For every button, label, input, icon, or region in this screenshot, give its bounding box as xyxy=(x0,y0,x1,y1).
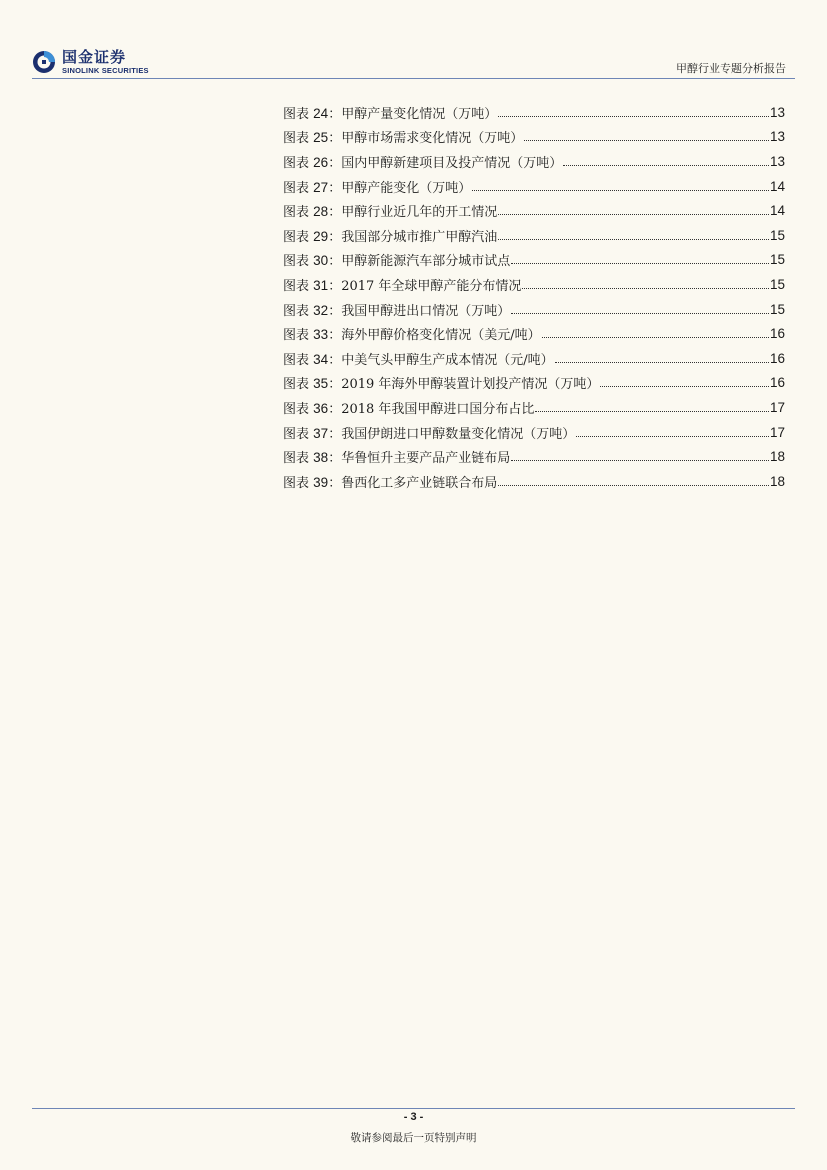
figure-label: 图表 xyxy=(283,401,310,417)
toc-entry[interactable] xyxy=(283,125,785,150)
toc-entry[interactable] xyxy=(283,248,785,273)
toc-entry-page: 13 xyxy=(769,129,785,145)
figure-table-of-contents xyxy=(283,100,785,494)
toc-entry-title: 国内甲醇新建项目及投产情况（万吨） xyxy=(341,155,563,171)
toc-entry-title: 2017 年全球甲醇产能分布情况 xyxy=(341,278,522,294)
figure-label: 图表 xyxy=(283,131,310,147)
toc-entry-page: 18 xyxy=(769,449,785,465)
toc-entry-prefix: 图表 26： xyxy=(283,154,342,171)
toc-entry[interactable] xyxy=(283,149,785,174)
toc-entry[interactable] xyxy=(283,223,785,248)
report-title: 甲醇行业专题分析报告 xyxy=(676,62,786,75)
dot-leader xyxy=(555,362,769,363)
dot-leader xyxy=(522,288,769,289)
figure-label: 图表 xyxy=(283,303,310,319)
toc-entry-page: 15 xyxy=(769,301,785,317)
dot-leader xyxy=(472,190,769,191)
toc-entry-prefix: 图表 24： xyxy=(283,105,342,122)
figure-number: 28 xyxy=(313,204,329,220)
toc-entry-page: 18 xyxy=(769,473,785,489)
toc-entry-prefix: 图表 30： xyxy=(283,253,342,270)
figure-number: 34 xyxy=(313,351,329,367)
toc-entry[interactable] xyxy=(283,420,785,445)
toc-entry[interactable] xyxy=(283,469,785,494)
figure-number: 38 xyxy=(313,450,329,466)
toc-entry-prefix: 图表 36： xyxy=(283,400,342,417)
figure-number: 37 xyxy=(313,425,329,441)
figure-number: 33 xyxy=(313,327,329,343)
toc-entry[interactable] xyxy=(283,321,785,346)
toc-entry-page: 14 xyxy=(769,203,785,219)
dot-leader xyxy=(498,214,769,215)
toc-entry-title: 海外甲醇价格变化情况（美元/吨） xyxy=(341,328,541,344)
dot-leader xyxy=(498,239,769,240)
toc-entry-title: 甲醇产量变化情况（万吨） xyxy=(341,106,498,122)
dot-leader xyxy=(600,386,769,387)
company-logo xyxy=(32,46,149,78)
toc-entry-page: 17 xyxy=(769,399,785,415)
toc-entry-prefix: 图表 35： xyxy=(283,376,342,393)
toc-entry-prefix: 图表 31： xyxy=(283,277,342,294)
figure-number: 32 xyxy=(313,302,329,318)
dot-leader xyxy=(535,411,769,412)
dot-leader xyxy=(542,337,769,338)
logo-chinese-name: 国金证券 xyxy=(62,47,127,66)
toc-entry-page: 17 xyxy=(769,424,785,440)
dot-leader xyxy=(524,140,769,141)
toc-entry-page: 13 xyxy=(769,153,785,169)
figure-label: 图表 xyxy=(283,278,310,294)
toc-entry-prefix: 图表 32： xyxy=(283,302,342,319)
toc-entry-title: 甲醇行业近几年的开工情况 xyxy=(341,205,498,221)
toc-entry-page: 15 xyxy=(769,227,785,243)
toc-entry[interactable] xyxy=(283,346,785,371)
toc-entry[interactable] xyxy=(283,371,785,396)
toc-entry-title: 2018 年我国甲醇进口国分布占比 xyxy=(341,401,535,417)
figure-number: 39 xyxy=(313,474,329,490)
toc-entry-title: 中美气头甲醇生产成本情况（元/吨） xyxy=(341,352,554,368)
figure-label: 图表 xyxy=(283,352,310,368)
figure-label: 图表 xyxy=(283,205,310,221)
figure-label: 图表 xyxy=(283,106,310,122)
figure-number: 35 xyxy=(313,376,329,392)
toc-entry-prefix: 图表 25： xyxy=(283,130,342,147)
toc-entry-title: 我国部分城市推广甲醇汽油 xyxy=(341,229,498,245)
toc-entry[interactable] xyxy=(283,174,785,199)
toc-entry-prefix: 图表 33： xyxy=(283,327,342,344)
figure-number: 26 xyxy=(313,154,329,170)
toc-entry-page: 15 xyxy=(769,276,785,292)
toc-entry-prefix: 图表 34： xyxy=(283,351,342,368)
dot-leader xyxy=(511,263,769,264)
figure-number: 29 xyxy=(313,228,329,244)
toc-entry[interactable] xyxy=(283,395,785,420)
toc-entry[interactable] xyxy=(283,198,785,223)
toc-entry-page: 16 xyxy=(769,326,785,342)
figure-label: 图表 xyxy=(283,155,310,171)
toc-entry[interactable] xyxy=(283,100,785,125)
toc-entry-prefix: 图表 38： xyxy=(283,450,342,467)
figure-label: 图表 xyxy=(283,426,310,442)
figure-label: 图表 xyxy=(283,377,310,393)
figure-number: 24 xyxy=(313,105,329,121)
toc-entry-prefix: 图表 37： xyxy=(283,425,342,442)
toc-entry-page: 13 xyxy=(769,104,785,120)
page-number: - 3 - xyxy=(403,1111,424,1123)
toc-entry[interactable] xyxy=(283,444,785,469)
dot-leader xyxy=(511,460,769,461)
header-divider xyxy=(32,78,795,79)
figure-label: 图表 xyxy=(283,229,310,245)
toc-entry-prefix: 图表 27： xyxy=(283,179,342,196)
toc-entry-prefix: 图表 39： xyxy=(283,474,342,491)
figure-label: 图表 xyxy=(283,451,310,467)
dot-leader xyxy=(498,116,769,117)
dot-leader xyxy=(498,485,769,486)
toc-entry-prefix: 图表 28： xyxy=(283,204,342,221)
dot-leader xyxy=(563,165,769,166)
logo-english-name: SINOLINK SECURITIES xyxy=(62,65,149,75)
sinolink-logo-icon xyxy=(32,50,56,74)
page-header xyxy=(0,0,827,80)
dot-leader xyxy=(511,313,769,314)
toc-entry-title: 甲醇产能变化（万吨） xyxy=(341,180,472,196)
toc-entry[interactable] xyxy=(283,297,785,322)
figure-label: 图表 xyxy=(283,328,310,344)
toc-entry-title: 甲醇市场需求变化情况（万吨） xyxy=(341,131,524,147)
toc-entry[interactable] xyxy=(283,272,785,297)
figure-number: 27 xyxy=(313,179,329,195)
figure-label: 图表 xyxy=(283,254,310,270)
toc-entry-title: 我国伊朗进口甲醇数量变化情况（万吨） xyxy=(341,426,576,442)
dot-leader xyxy=(576,436,769,437)
toc-entry-page: 16 xyxy=(769,375,785,391)
toc-entry-prefix: 图表 29： xyxy=(283,228,342,245)
figure-number: 31 xyxy=(313,277,329,293)
footer-divider xyxy=(32,1108,795,1109)
figure-number: 30 xyxy=(313,253,329,269)
disclaimer-note: 敬请参阅最后一页特别声明 xyxy=(350,1132,477,1144)
figure-number: 36 xyxy=(313,400,329,416)
toc-entry-page: 15 xyxy=(769,252,785,268)
toc-entry-page: 16 xyxy=(769,350,785,366)
toc-entry-title: 甲醇新能源汽车部分城市试点 xyxy=(341,254,511,270)
toc-entry-page: 14 xyxy=(769,178,785,194)
toc-entry-title: 鲁西化工多产业链联合布局 xyxy=(341,475,498,491)
toc-entry-title: 华鲁恒升主要产品产业链布局 xyxy=(341,451,511,467)
figure-number: 25 xyxy=(313,130,329,146)
toc-entry-title: 我国甲醇进出口情况（万吨） xyxy=(341,303,511,319)
figure-label: 图表 xyxy=(283,180,310,196)
toc-entry-title: 2019 年海外甲醇装置计划投产情况（万吨） xyxy=(341,377,600,393)
figure-label: 图表 xyxy=(283,475,310,491)
